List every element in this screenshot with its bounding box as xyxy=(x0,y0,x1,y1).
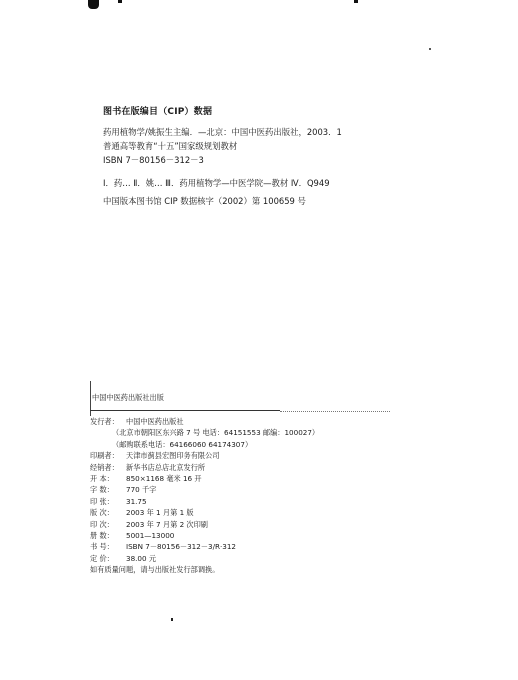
cip-title: 图书在版编目（CIP）数据 xyxy=(103,107,213,117)
scan-mark-mid xyxy=(118,0,122,3)
pub-row-price xyxy=(90,553,420,564)
pub-row-copies xyxy=(90,530,420,541)
pub-label: 字 数： xyxy=(90,485,114,495)
pub-row-edition xyxy=(90,507,420,518)
scan-dot xyxy=(429,48,431,50)
cip-line-approval: 中国版本图书馆 CIP 数据核字（2002）第 100659 号 xyxy=(103,196,306,206)
publication-block xyxy=(90,392,420,576)
scan-dot-bottom xyxy=(171,618,173,621)
pub-value: 5001—13000 xyxy=(126,531,175,541)
pub-value: 2003 年 1 月第 1 版 xyxy=(126,508,194,518)
pub-label: 版 次： xyxy=(90,508,114,518)
cip-line-isbn: ISBN 7－80156－312－3 xyxy=(103,155,204,165)
pub-value: 850×1168 毫米 16 开 xyxy=(126,474,202,484)
pub-divider xyxy=(90,410,280,411)
pub-value: （北京市朝阳区东兴路 7 号 电话：64151553 邮编：100027） xyxy=(112,428,320,438)
pub-label: 发行者： xyxy=(90,417,119,426)
quality-notice: 如有质量问题，请与出版社发行部调换。 xyxy=(90,565,220,575)
pub-row-format xyxy=(90,473,420,484)
pub-label: 印 张： xyxy=(90,496,114,506)
pub-value: 新华书店总店北京发行所 xyxy=(126,462,206,472)
pub-value: 天津市蓟县宏图印务有限公司 xyxy=(126,451,220,461)
pub-value: 38.00 元 xyxy=(126,553,157,563)
pub-row-seller xyxy=(90,462,420,473)
pub-label: 经销者： xyxy=(90,462,119,472)
pub-label: 定 价： xyxy=(90,553,114,563)
scan-mark-left xyxy=(88,0,99,9)
pub-label: 开 本： xyxy=(90,474,114,484)
pub-row-address xyxy=(90,427,420,438)
pub-label: 印 次： xyxy=(90,519,114,529)
pub-row-sheets xyxy=(90,496,420,507)
pub-value: ISBN 7－80156－312－3/R·312 xyxy=(126,542,236,552)
publisher-header: 中国中医药出版社出版 xyxy=(92,393,164,402)
pub-row-wordcount xyxy=(90,484,420,495)
cip-block xyxy=(103,106,503,208)
pub-value: （邮购联系电话：64166060 64174307） xyxy=(112,439,253,449)
pub-row-mailorder xyxy=(90,439,420,450)
cip-line-series: 普通高等教育“十五”国家级规划教材 xyxy=(103,141,238,151)
pub-divider-dotted xyxy=(280,411,390,412)
pub-row-book-number xyxy=(90,541,420,552)
pub-label: 印刷者： xyxy=(90,451,119,461)
pub-value: 2003 年 7 月第 2 次印刷 xyxy=(126,519,208,529)
pub-row-distributor xyxy=(90,416,420,427)
cip-line-classification: Ⅰ．药… Ⅱ．姚… Ⅲ．药用植物学—中医学院—教材 Ⅳ．Q949 xyxy=(103,178,330,188)
pub-label: 书 号： xyxy=(90,542,114,552)
scan-mark-right xyxy=(354,0,358,3)
cip-line-catalog: 药用植物学/姚振生主编．—北京：中国中医药出版社，2003．1 xyxy=(103,127,342,137)
pub-row-printing xyxy=(90,519,420,530)
pub-value: 31.75 xyxy=(126,496,147,506)
pub-row-printer xyxy=(90,450,420,461)
pub-value: 中国中医药出版社 xyxy=(126,417,184,426)
pub-label: 册 数： xyxy=(90,531,114,541)
pub-value: 770 千字 xyxy=(126,485,157,495)
